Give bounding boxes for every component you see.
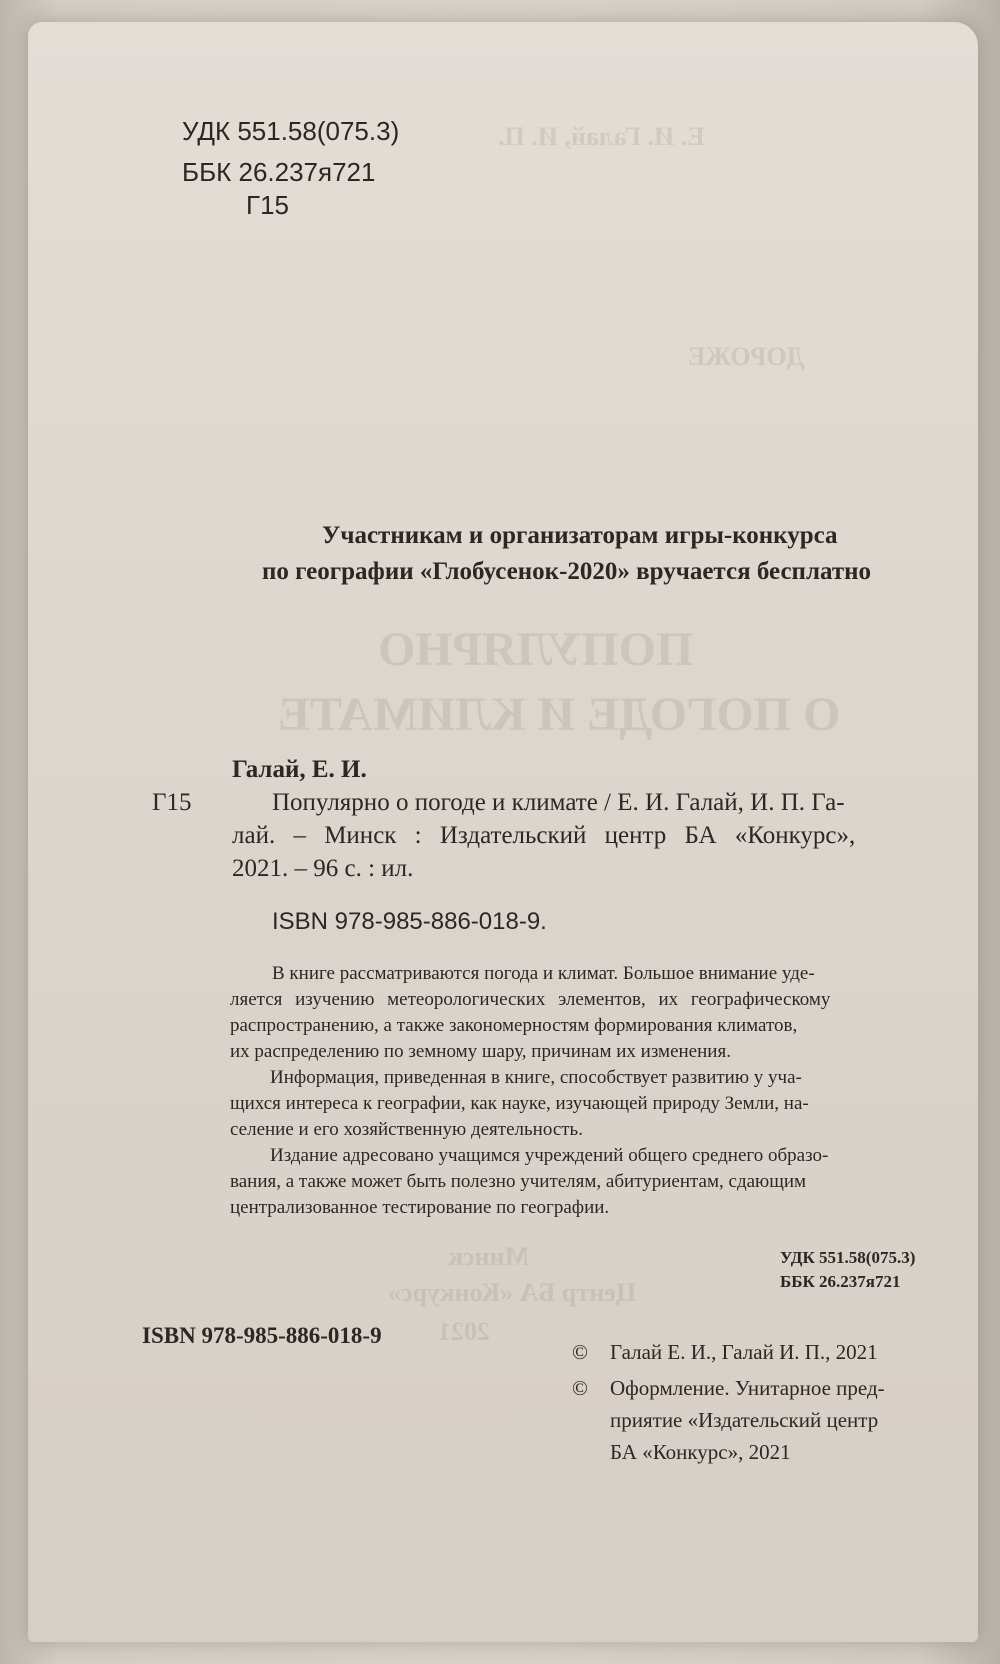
annotation-line: распространению, а также закономерностям формирования климатов,	[230, 1015, 798, 1036]
show-through-text: О ПОГОДЕ И КЛИМАТЕ	[278, 688, 841, 741]
annotation-line: щихся интереса к географии, как науке, изучающей природу Земли, на-	[230, 1093, 809, 1114]
author-heading: Галай, Е. И.	[232, 756, 367, 783]
isbn-footer: ISBN 978-985-886-018-9	[142, 1323, 382, 1348]
annotation-line: В книге рассматриваются погода и климат. Большое внимание уде-	[272, 963, 815, 984]
annotation-line: Издание адресовано учащимся учреждений общего среднего образо-	[270, 1145, 829, 1166]
show-through-text: Минск	[448, 1242, 530, 1271]
dedication-line-1: Участникам и организаторам игры-конкурса	[322, 522, 838, 549]
copyright-symbol: ©	[572, 1340, 588, 1364]
show-through-text: 2021	[438, 1317, 490, 1346]
show-through-text: ДОРОЖЕ	[688, 342, 805, 371]
show-through-text: Е. И. Галай, И. П.	[498, 122, 705, 151]
show-through-text: ПОПУЛЯРНО	[378, 623, 694, 676]
copyright-authors: Галай Е. И., Галай И. П., 2021	[610, 1340, 878, 1364]
dedication-line-2: по географии «Глобусенок-2020» вручается бесплатно	[262, 558, 872, 585]
description-line-1: Популярно о погоде и климате / Е. И. Галай, И. П. Га-	[272, 789, 845, 816]
udk-code-bottom: УДК 551.58(075.3)	[780, 1248, 916, 1267]
isbn-record: ISBN 978-985-886-018-9.	[272, 908, 547, 935]
copyright-design-line-3: БА «Конкурс», 2021	[610, 1440, 791, 1464]
description-line-2: лай. – Минск : Издательский центр БА «Конкурс»,	[232, 822, 856, 849]
annotation-line: Информация, приведенная в книге, способствует развитию у уча-	[270, 1067, 802, 1088]
bbk-code-bottom: ББК 26.237я721	[780, 1272, 901, 1291]
copyright-symbol: ©	[572, 1376, 588, 1400]
bbk-code-top: ББК 26.237я721	[182, 157, 376, 187]
copyright-design-line-1: Оформление. Унитарное пред-	[610, 1376, 885, 1400]
author-mark: Г15	[152, 789, 192, 816]
annotation-line: централизованное тестирование по географии.	[230, 1197, 610, 1218]
description-line-3: 2021. – 96 с. : ил.	[232, 855, 414, 882]
annotation-line: вания, а также может быть полезно учителям, абитуриентам, сдающим	[230, 1171, 807, 1192]
annotation-line: их распределению по земному шару, причинам их изменения.	[230, 1041, 731, 1062]
annotation-line: ляется изучению метеорологических элементов, их географическому	[230, 989, 831, 1010]
copyright-design-line-2: приятие «Издательский центр	[610, 1408, 879, 1432]
author-mark-top: Г15	[246, 190, 289, 220]
show-through-text: Центр БА «Конкурс»	[388, 1278, 637, 1307]
udk-code-top: УДК 551.58(075.3)	[182, 116, 400, 146]
annotation-line: селение и его хозяйственную деятельность.	[230, 1119, 583, 1140]
